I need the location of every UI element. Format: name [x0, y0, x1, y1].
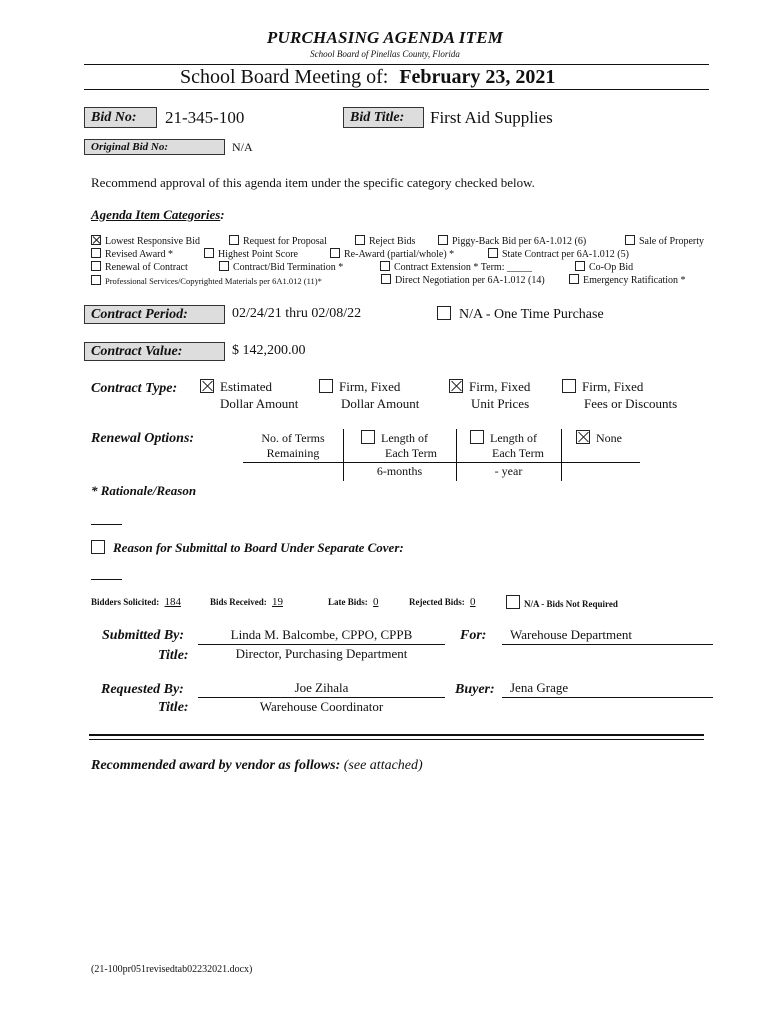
category-renewal-of-contract[interactable]: [91, 261, 188, 273]
checkbox-icon[interactable]: [361, 430, 375, 444]
separate-cover-label: Reason for Submittal to Board Under Separate Cover:: [113, 540, 404, 555]
submitted-by-label: Submitted By:: [102, 628, 185, 643]
for-label: For:: [460, 628, 487, 643]
checkbox-icon[interactable]: [380, 261, 390, 271]
requested-title-value: Warehouse Coordinator: [259, 699, 384, 714]
categories-heading-text: Agenda Item Categories: [91, 207, 221, 222]
category-co-op-bid[interactable]: [575, 261, 633, 273]
checkbox-icon[interactable]: [91, 235, 101, 245]
renewal-none-label: None: [596, 431, 622, 445]
late-bids: [328, 596, 379, 608]
category-label: State Contract per 6A-1.012 (5): [502, 249, 629, 260]
category-highest-point-score[interactable]: [204, 248, 298, 260]
category-label: Highest Point Score: [218, 249, 298, 260]
contract-type-line1: Firm, Fixed: [582, 379, 644, 394]
category-professional-services[interactable]: [91, 275, 322, 286]
category-direct-negotiation[interactable]: [381, 274, 545, 286]
late-bids-value: 0: [373, 596, 379, 608]
checkbox-icon[interactable]: [575, 261, 585, 271]
contract-type-line2: Unit Prices: [471, 396, 530, 411]
renewal-options-label: Renewal Options:: [91, 431, 195, 446]
meeting-line: [180, 66, 555, 89]
categories-heading: [91, 207, 225, 223]
recommend-text: Recommend approval of this agenda item under the specific category checked below.: [91, 175, 535, 190]
requested-title-label: Title:: [158, 700, 189, 715]
category-label: Emergency Ratification *: [583, 275, 686, 286]
checkbox-icon[interactable]: [625, 235, 635, 245]
category-lowest-responsive-bid[interactable]: [91, 235, 200, 247]
page-subtitle: School Board of Pinellas County, Florida: [310, 49, 460, 59]
one-time-purchase-option[interactable]: [437, 306, 604, 323]
original-bid-label: Original Bid No:: [84, 139, 225, 155]
separate-cover-blank-line: [91, 579, 122, 580]
buyer-value: Jena Grage: [510, 680, 569, 695]
award-label: Recommended award by vendor as follows:: [91, 758, 341, 773]
checkbox-icon[interactable]: [438, 235, 448, 245]
contract-type-line1: Estimated: [220, 379, 272, 394]
contract-type-firm-fixed-fees[interactable]: [562, 379, 677, 412]
checkbox-icon[interactable]: [319, 379, 333, 393]
meeting-date: February 23, 2021: [399, 66, 556, 88]
footer-filename: (21-100pr051revisedtab02232021.docx): [91, 964, 253, 975]
checkbox-icon[interactable]: [91, 248, 101, 258]
section-divider-bottom: [89, 739, 704, 740]
checkbox-icon[interactable]: [381, 274, 391, 284]
contract-period-value: 02/24/21 thru 02/08/22: [232, 306, 362, 321]
contract-type-line2: Fees or Discounts: [584, 396, 678, 411]
award-note: (see attached): [343, 758, 423, 773]
category-label: Renewal of Contract: [105, 262, 188, 273]
header-rule-top: [84, 64, 709, 65]
late-bids-label: Late Bids:: [328, 597, 368, 607]
category-sale-of-property[interactable]: [625, 235, 704, 247]
checkbox-icon[interactable]: [470, 430, 484, 444]
checkbox-icon[interactable]: [562, 379, 576, 393]
category-state-contract[interactable]: [488, 248, 629, 260]
bids-received-value: 19: [272, 596, 283, 608]
category-contract-extension[interactable]: [380, 261, 532, 273]
checkbox-icon[interactable]: [91, 261, 101, 271]
submitted-by-line: [198, 644, 445, 645]
checkbox-icon[interactable]: [91, 540, 105, 554]
category-label: Re-Award (partial/whole) *: [344, 249, 455, 260]
submitted-title-label: Title:: [158, 648, 189, 663]
renewal-length-line1: Length of: [381, 431, 428, 445]
contract-type-line2: Dollar Amount: [220, 396, 299, 411]
award-line: [91, 758, 423, 774]
category-piggy-back[interactable]: [438, 235, 586, 247]
category-emergency-ratification[interactable]: [569, 274, 686, 286]
category-label: Direct Negotiation per 6A-1.012 (14): [395, 275, 545, 286]
for-line: [502, 644, 713, 645]
bidders-solicited: [91, 596, 181, 608]
checkbox-icon[interactable]: [200, 379, 214, 393]
checkbox-icon[interactable]: [229, 235, 239, 245]
renewal-terms-line2: Remaining: [266, 446, 320, 460]
renewal-length-year[interactable]: [470, 430, 565, 461]
renewal-divider: [561, 429, 562, 481]
buyer-line: [502, 697, 713, 698]
renewal-terms-header: [243, 431, 343, 461]
checkbox-icon[interactable]: [91, 275, 101, 285]
category-label: Professional Services/Copyrighted Materials per 6A1.012 (11)*: [105, 276, 322, 286]
category-re-award[interactable]: [330, 248, 454, 260]
rationale-label: * Rationale/Reason: [91, 483, 197, 498]
renewal-length-line1: Length of: [490, 431, 537, 445]
one-time-purchase-label: N/A - One Time Purchase: [459, 307, 604, 322]
for-value: Warehouse Department: [510, 627, 633, 642]
bidders-solicited-label: Bidders Solicited:: [91, 597, 160, 607]
checkbox-icon[interactable]: [488, 248, 498, 258]
category-label: Request for Proposal: [243, 236, 327, 247]
requested-by-line: [198, 697, 445, 698]
original-bid-value: N/A: [232, 140, 253, 154]
category-label: Sale of Property: [639, 236, 704, 247]
contract-value-label: Contract Value:: [84, 342, 225, 361]
renewal-length-line2: Each Term: [492, 446, 544, 460]
buyer-label: Buyer:: [455, 682, 495, 697]
bid-no-label: Bid No:: [84, 107, 157, 128]
requested-by-value: Joe Zihala: [294, 680, 349, 695]
section-divider-top: [89, 734, 704, 736]
contract-type-line2: Dollar Amount: [341, 396, 420, 411]
contract-type-line1: Firm, Fixed: [469, 379, 531, 394]
bid-title-label: Bid Title:: [343, 107, 424, 128]
requested-by-label: Requested By:: [101, 682, 184, 697]
rejected-bids-value: 0: [470, 596, 476, 608]
contract-period-label: Contract Period:: [84, 305, 225, 324]
renewal-length-line2: Each Term: [385, 446, 437, 460]
category-grid: [91, 235, 716, 290]
checkbox-icon[interactable]: [204, 248, 214, 258]
category-request-for-proposal[interactable]: [229, 235, 327, 247]
rejected-bids-label: Rejected Bids:: [409, 597, 465, 607]
checkbox-icon[interactable]: [355, 235, 365, 245]
checkbox-icon[interactable]: [219, 261, 229, 271]
categories-heading-colon: :: [220, 207, 225, 222]
contract-type-estimated[interactable]: [200, 379, 298, 412]
bids-not-required-label: N/A - Bids Not Required: [524, 599, 618, 609]
page-title: PURCHASING AGENDA ITEM: [266, 28, 504, 47]
submitted-by-value: Linda M. Balcombe, CPPO, CPPB: [230, 627, 413, 642]
checkbox-icon[interactable]: [330, 248, 340, 258]
checkbox-icon[interactable]: [449, 379, 463, 393]
category-label: Co-Op Bid: [589, 262, 634, 273]
rejected-bids: [409, 596, 476, 608]
checkbox-icon[interactable]: [576, 430, 590, 444]
rationale-blank-line: [91, 524, 122, 525]
checkbox-icon[interactable]: [437, 306, 451, 320]
category-label: Reject Bids: [369, 236, 416, 247]
category-reject-bids[interactable]: [355, 235, 415, 247]
contract-type-label: Contract Type:: [91, 381, 178, 396]
renewal-length-term-value: 6-months: [376, 464, 423, 478]
meeting-label: School Board Meeting of:: [180, 66, 389, 88]
category-label: Lowest Responsive Bid: [105, 236, 200, 247]
bids-not-required-option[interactable]: [506, 595, 618, 609]
category-label: Contract/Bid Termination *: [233, 262, 344, 273]
contract-type-line1: Firm, Fixed: [339, 379, 401, 394]
renewal-terms-line1: No. of Terms: [261, 431, 325, 445]
contract-value: $ 142,200.00: [232, 343, 306, 358]
checkbox-icon[interactable]: [506, 595, 520, 609]
category-contract-termination[interactable]: [219, 261, 343, 273]
bids-received-label: Bids Received:: [210, 597, 267, 607]
category-label: Revised Award *: [105, 249, 173, 260]
category-revised-award[interactable]: [91, 248, 173, 260]
renewal-table-rule: [243, 462, 640, 463]
bidders-solicited-value: 184: [164, 596, 182, 608]
header-rule-bottom: [84, 89, 709, 90]
checkbox-icon[interactable]: [569, 274, 579, 284]
separate-cover-option[interactable]: [91, 540, 404, 556]
bid-no-value: 21-345-100: [165, 108, 245, 127]
contract-type-firm-fixed-unit[interactable]: [449, 379, 530, 412]
bids-received: [210, 596, 283, 608]
bid-title-value: First Aid Supplies: [430, 108, 553, 127]
submitted-title-value: Director, Purchasing Department: [235, 646, 408, 661]
category-label: Contract Extension * Term: _____: [394, 262, 532, 273]
category-label: Piggy-Back Bid per 6A-1.012 (6): [452, 236, 587, 247]
renewal-length-year-value: - year: [494, 464, 523, 478]
renewal-length-term[interactable]: [361, 430, 456, 461]
contract-type-firm-fixed-dollar[interactable]: [319, 379, 419, 412]
renewal-none[interactable]: [576, 430, 622, 446]
